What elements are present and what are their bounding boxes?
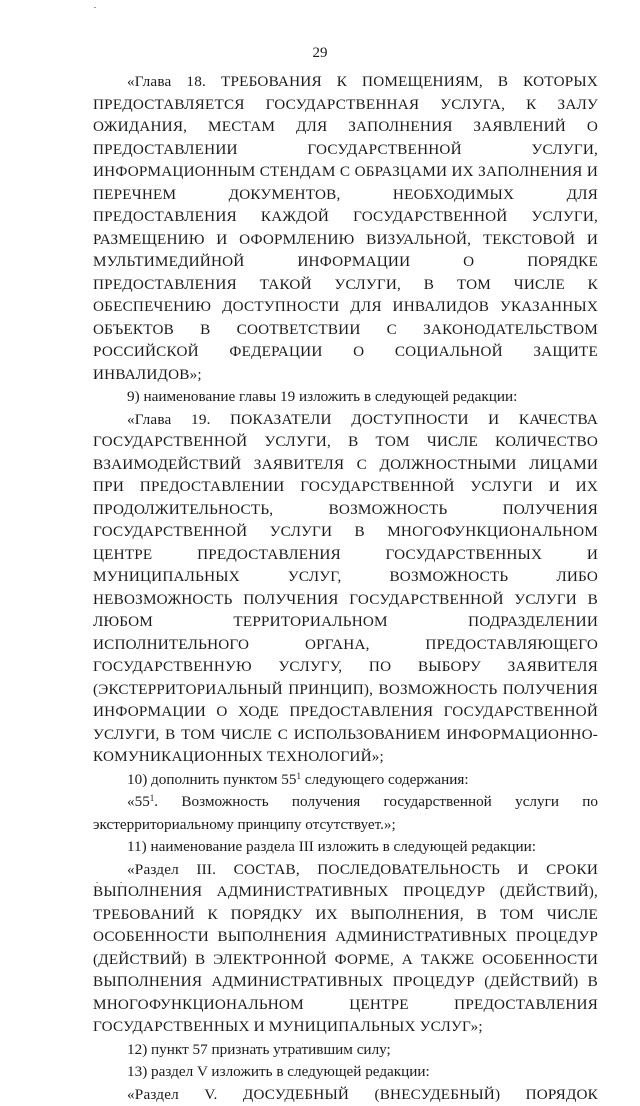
page-number: 29 [0,45,640,62]
point-55-text-end: . Возможность получения государственной услуги по экстерриториальному принципу отсутствует.»; [93,793,598,833]
paragraph-chapter-19: «Глава 19. ПОКАЗАТЕЛИ ДОСТУПНОСТИ И КАЧЕСТВА ГОСУДАРСТВЕННОЙ УСЛУГИ, В ТОМ ЧИСЛЕ КОЛИЧЕСТВО ВЗАИМОДЕЙСТВИЙ ЗАЯВИТЕЛЯ С ДОЛЖНОСТНЫМИ ЛИЦАМИ ПРИ ПРЕДОСТАВЛЕНИИ ГОСУДАРСТВЕННОЙ УСЛУГИ И ИХ ПРОДОЛЖИТЕЛЬНОСТЬ, ВОЗМОЖНОСТЬ ПОЛУЧЕНИЯ ГОСУДАРСТВЕННОЙ УСЛУГИ В МНОГОФУНКЦИОНАЛЬНОМ ЦЕНТРЕ ПРЕДОСТАВЛЕНИЯ ГОСУДАРСТВЕННЫХ И МУНИЦИПАЛЬНЫХ УСЛУГ, ВОЗМОЖНОСТЬ ЛИБО НЕВОЗМОЖНОСТЬ ПОЛУЧЕНИЯ ГОСУДАРСТВЕННОЙ УСЛУГИ В ЛЮБОМ ТЕРРИТОРИАЛЬНОМ ПОДРАЗДЕЛЕНИИ ИСПОЛНИТЕЛЬНОГО ОРГАНА, ПРЕДОСТАВЛЯЮЩЕГО ГОСУДАРСТВЕННУЮ УСЛУГУ, ПО ВЫБОРУ ЗАЯВИТЕЛЯ (ЭКСТЕРРИТОРИАЛЬНЫЙ ПРИНЦИП), ВОЗМОЖНОСТЬ ПОЛУЧЕНИЯ ИНФОРМАЦИИ О ХОДЕ ПРЕДОСТАВЛЕНИЯ ГОСУДАРСТВЕННОЙ УСЛУГИ, В ТОМ ЧИСЛЕ С ИСПОЛЬЗОВАНИЕМ ИНФОРМАЦИОННО-КОМУНИКАЦИОННЫХ ТЕХНОЛОГИЙ»; [93,409,598,769]
paragraph-item-12: 12) пункт 57 признать утратившим силу; [93,1039,598,1062]
paragraph-item-9: 9) наименование главы 19 изложить в следующей редакции: [93,386,598,409]
paragraph-point-55-1 [93,791,598,836]
paragraph-item-11: 11) наименование раздела III изложить в следующей редакции: [93,836,598,859]
item-10-text-end: следующего содержания: [301,771,469,788]
item-10-text-start: 10) дополнить пунктом 55 [127,771,296,788]
scan-mark-bottom-right [120,882,122,883]
item-10-superscript: 1 [296,771,301,781]
paragraph-section-3: «Раздел III. СОСТАВ, ПОСЛЕДОВАТЕЛЬНОСТЬ И СРОКИ ВЫПОЛНЕНИЯ АДМИНИСТРАТИВНЫХ ПРОЦЕДУР (ДЕЙСТВИЙ), ТРЕБОВАНИЙ К ПОРЯДКУ ИХ ВЫПОЛНЕНИЯ, В ТОМ ЧИСЛЕ ОСОБЕННОСТИ ВЫПОЛНЕНИЯ АДМИНИСТРАТИВНЫХ ПРОЦЕДУР (ДЕЙСТВИЙ) В ЭЛЕКТРОННОЙ ФОРМЕ, А ТАКЖЕ ОСОБЕННОСТИ ВЫПОЛНЕНИЯ АДМИНИСТРАТИВНЫХ ПРОЦЕДУР (ДЕЙСТВИЙ) В МНОГОФУНКЦИОНАЛЬНОМ ЦЕНТРЕ ПРЕДОСТАВЛЕНИЯ ГОСУДАРСТВЕННЫХ И МУНИЦИПАЛЬНЫХ УСЛУГ»; [93,859,598,1039]
document-body [93,71,598,1106]
scan-mark-bottom-left [96,882,98,883]
scan-mark-top [94,7,96,8]
paragraph-item-10 [93,769,598,792]
paragraph-chapter-18: «Глава 18. ТРЕБОВАНИЯ К ПОМЕЩЕНИЯМ, В КОТОРЫХ ПРЕДОСТАВЛЯЕТСЯ ГОСУДАРСТВЕННАЯ УСЛУГА, К ЗАЛУ ОЖИДАНИЯ, МЕСТАМ ДЛЯ ЗАПОЛНЕНИЯ ЗАЯВЛЕНИЙ О ПРЕДОСТАВЛЕНИИ ГОСУДАРСТВЕННОЙ УСЛУГИ, ИНФОРМАЦИОННЫМ СТЕНДАМ С ОБРАЗЦАМИ ИХ ЗАПОЛНЕНИЯ И ПЕРЕЧНЕМ ДОКУМЕНТОВ, НЕОБХОДИМЫХ ДЛЯ ПРЕДОСТАВЛЕНИЯ КАЖДОЙ ГОСУДАРСТВЕННОЙ УСЛУГИ, РАЗМЕЩЕНИЮ И ОФОРМЛЕНИЮ ВИЗУАЛЬНОЙ, ТЕКСТОВОЙ И МУЛЬТИМЕДИЙНОЙ ИНФОРМАЦИИ О ПОРЯДКЕ ПРЕДОСТАВЛЕНИЯ ТАКОЙ УСЛУГИ, В ТОМ ЧИСЛЕ К ОБЕСПЕЧЕНИЮ ДОСТУПНОСТИ ДЛЯ ИНВАЛИДОВ УКАЗАННЫХ ОБЪЕКТОВ В СООТВЕТСТВИИ С ЗАКОНОДАТЕЛЬСТВОМ РОССИЙСКОЙ ФЕДЕРАЦИИ О СОЦИАЛЬНОЙ ЗАЩИТЕ ИНВАЛИДОВ»; [93,71,598,386]
point-55-superscript: 1 [150,793,155,803]
point-55-text-start: «55 [127,793,150,810]
paragraph-section-5: «Раздел V. ДОСУДЕБНЫЙ (ВНЕСУДЕБНЫЙ) ПОРЯДОК [93,1084,598,1106]
paragraph-item-13: 13) раздел V изложить в следующей редакции: [93,1061,598,1084]
